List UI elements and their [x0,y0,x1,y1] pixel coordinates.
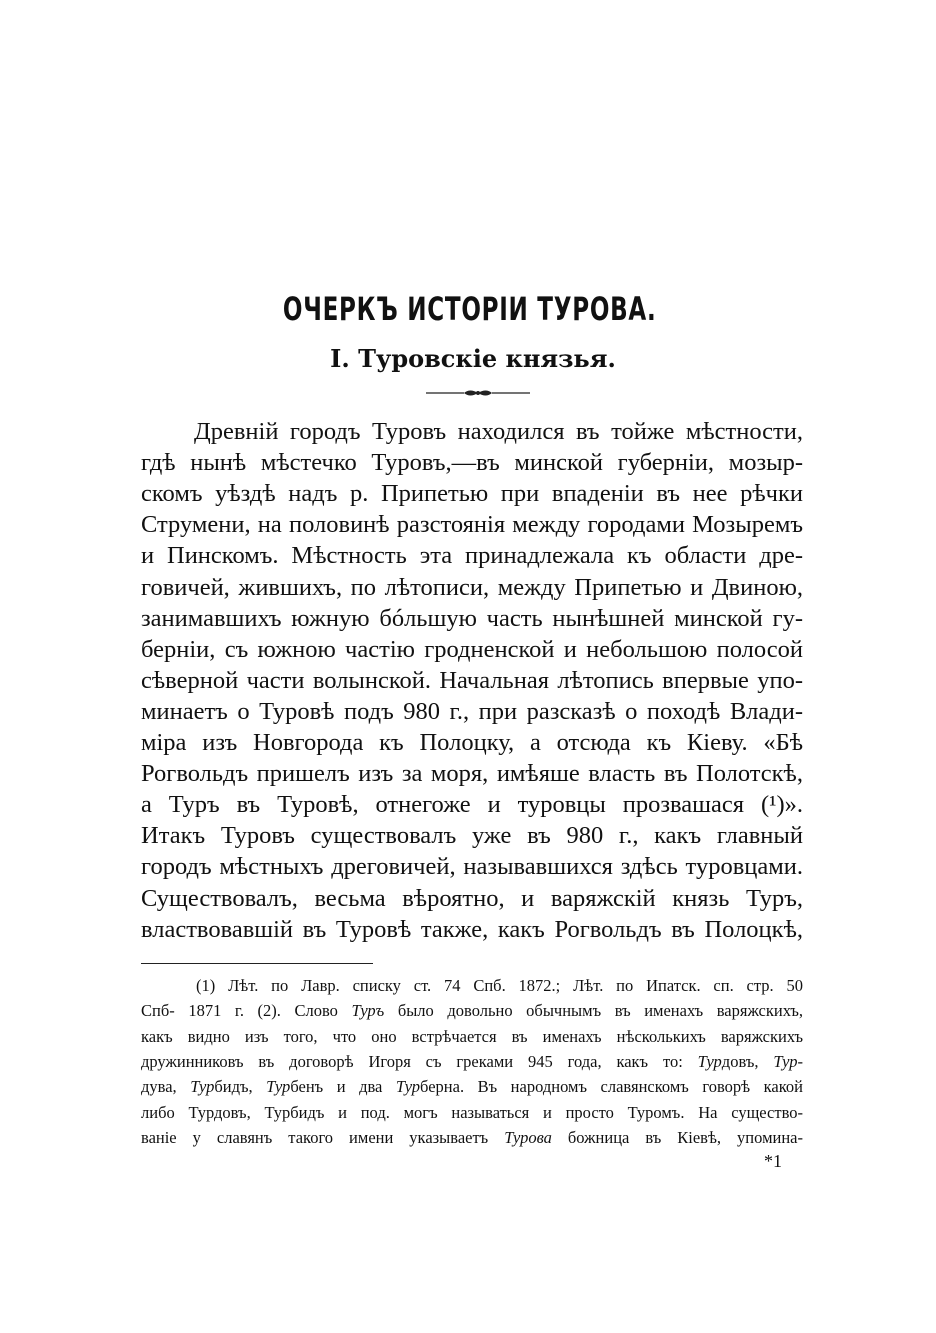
body-line: гдѣ нынѣ мѣстечко Туровъ,—въ минской губерніи, мозыр- [141,449,803,477]
footnote-text: довъ, [721,1051,774,1071]
body-line: городъ мѣстныхъ дреговичей, называвшихся здѣсь туровцами. [141,853,803,881]
footnote-italic-term: Тур [266,1077,291,1097]
footnote-line [141,1074,803,1100]
footnote-text: (1) Лѣт. по Лавр. списку ст. 74 Спб. 1872.; Лѣт. по Ипатск. сп. стр. 50 [196,976,803,995]
footnote-text: бидъ, [214,1077,267,1097]
body-line: Итакъ Туровъ существовалъ уже въ 980 г., какъ главный [141,822,803,850]
body-line: и Пинскомъ. Мѣстность эта принадлежала къ области дре- [141,542,803,570]
body-line: минаетъ о Туровѣ подъ 980 г., при разсказѣ о походѣ Влади- [141,697,803,725]
body-line: Рогвольдъ пришелъ изъ за моря, имѣяше власть въ Полотскѣ, [141,760,803,788]
footnote-text: - [797,1051,803,1071]
footnote-text: было довольно обычнымъ въ именахъ варяжскихъ, [384,1001,803,1021]
footnote-text: берна. Въ народномъ славянскомъ говорѣ какой [420,1077,803,1097]
footnote-line [141,1100,803,1126]
footnote-text: дружинниковъ въ договорѣ Игоря съ греками 945 года, какъ то: [141,1051,698,1071]
ornament-divider [426,388,530,398]
footnote-text: божница въ Кіевѣ, упомина- [551,1127,803,1147]
footnote-italic-term: Тур [773,1051,798,1071]
body-line: скомъ уѣздѣ надъ р. Припетью при впаденіи въ нее рѣчки [141,480,803,508]
body-line: Существовалъ, весьма вѣроятно, и варяжскій князь Туръ, [141,884,803,912]
footnote-italic-term: Тур [697,1051,722,1071]
body-line: властвовавшій въ Туровѣ также, какъ Рогвольдъ въ Полоцкѣ, [141,915,803,943]
body-line: Древній городъ Туровъ находился въ тойже мѣстности, [194,418,803,445]
section-heading: I. Туровскіе князья. [330,344,616,373]
footnote-divider [141,963,373,964]
footnote-line [141,1049,803,1075]
footnote-line [141,998,803,1024]
body-line: берніи, съ южною частію гродненской и небольшою полосой [141,635,803,663]
footnote-text: дува, [141,1077,191,1097]
body-line: Струмени, на половинѣ разстоянія между городами Мозыремъ [141,511,803,539]
page-title: ОЧЕРКЪ ИСТОРІИ ТУРОВА. [282,290,657,328]
footnote-line [141,1024,803,1050]
footnote-italic-term: Тур [395,1077,421,1097]
body-line: говичей, жившихъ, по лѣтописи, между Припетью и Двиною, [141,573,803,601]
footnote-text: бенъ и два [290,1077,396,1097]
body-line: а Туръ въ Туровѣ, отнегоже и туровцы прозвашася (¹)». [141,791,803,819]
body-line: занимавшихъ южную бóльшую часть нынѣшней минской гу- [141,604,803,632]
signature-mark: *1 [764,1151,782,1171]
footnote-line [141,1125,803,1151]
footnote-italic-term: Туръ [351,1001,385,1021]
footnote-text: ваніе у славянъ такого имени указываетъ [141,1127,505,1147]
footnote-italic-term: Тур [190,1077,215,1097]
body-line: міра изъ Новгорода къ Полоцку, а отсюда къ Кіеву. «Бѣ [141,729,803,756]
footnote-line [196,973,803,999]
footnote-italic-term: Турова [504,1127,552,1147]
footnote-text: либо Турдовъ, Турбидъ и под. могъ называться и просто Туромъ. На существо- [141,1102,803,1122]
body-line: сѣверной части волынской. Начальная лѣтопись впервые упо- [141,666,803,694]
footnote-text: Спб- 1871 г. (2). Слово [141,1001,352,1021]
footnote-text: какъ видно изъ того, что оно встрѣчается въ именахъ нѣсколькихъ варяжскихъ [141,1026,803,1046]
